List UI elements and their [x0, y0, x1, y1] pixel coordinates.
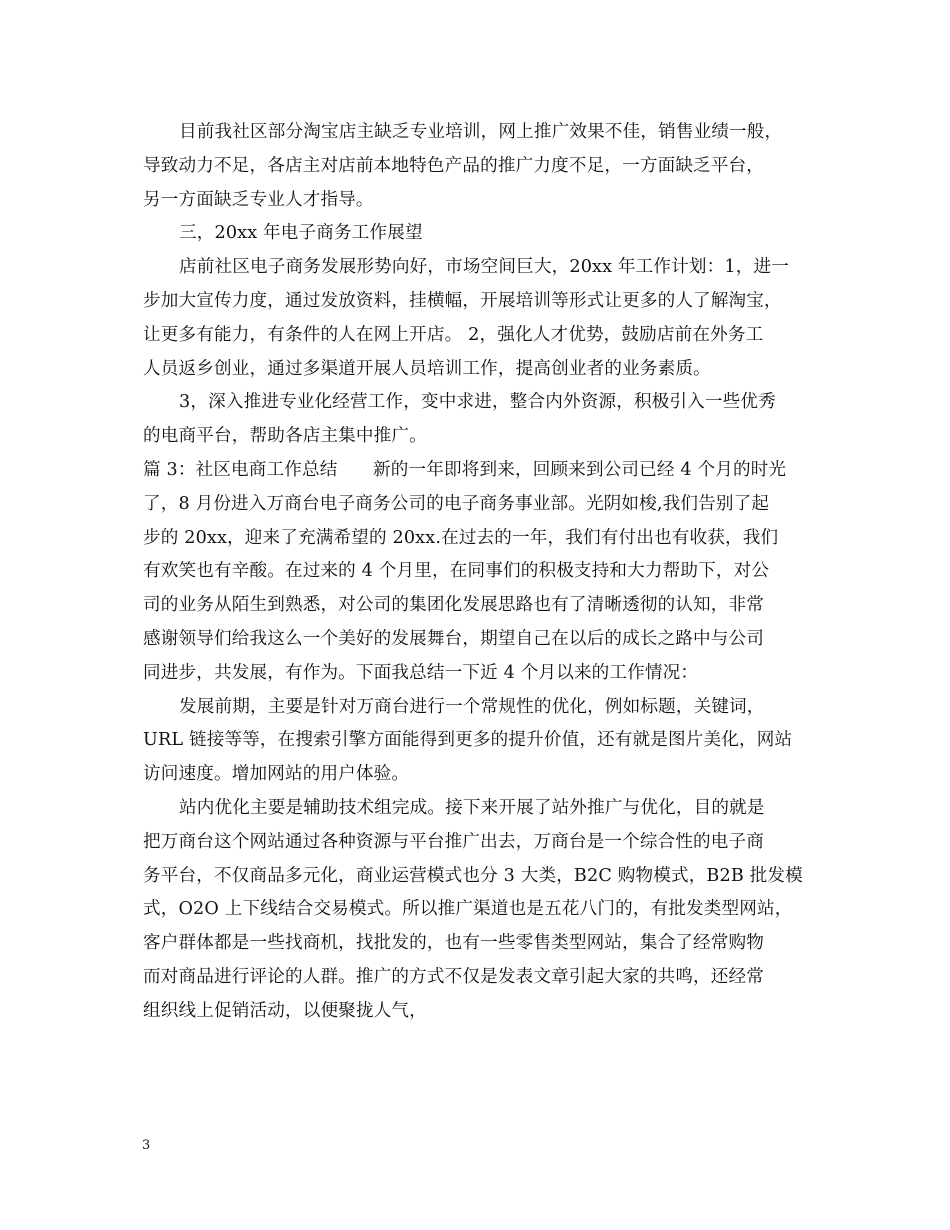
paragraph-line: 访问速度。增加网站的用户体验。	[143, 764, 410, 785]
paragraph-line: URL 链接等等，在搜索引擎方面能得到更多的提升价值，还有就是图片美化，网站	[143, 730, 793, 751]
paragraph-line: 了，8 月份进入万商台电子商务公司的电子商务事业部。光阴如梭,我们告别了起	[143, 493, 770, 514]
paragraph-line: 步加大宣传力度，通过发放资料，挂横幅，开展培训等形式让更多的人了解淘宝，	[143, 290, 782, 311]
body-text	[143, 116, 808, 1029]
paragraph-line: 务平台，不仅商品多元化，商业运营模式也分 3 大类，B2C 购物模式，B2B 批发模	[143, 865, 803, 886]
paragraph-line: 发展前期，主要是针对万商台进行一个常规性的优化，例如标题，关键词，	[179, 696, 765, 717]
paragraph-line: 店前社区电子商务发展形势向好，市场空间巨大，20xx 年工作计划：1，进一	[179, 257, 789, 278]
paragraph-line: 步的 20xx，迎来了充满希望的 20xx.在过去的一年，我们有付出也有收获，我们	[143, 527, 779, 548]
article-heading-line: 篇 3：社区电商工作总结 新的一年即将到来，回顾来到公司已经 4 个月的时光	[143, 459, 787, 480]
paragraph-line: 式，O2O 上下线结合交易模式。所以推广渠道也是五花八门的，有批发类型网站，	[143, 899, 793, 920]
paragraph-line: 同进步，共发展，有作为。下面我总结一下近 4 个月以来的工作情况：	[143, 662, 699, 683]
paragraph-line: 司的业务从陌生到熟悉，对公司的集团化发展思路也有了清晰透彻的认知，非常	[143, 595, 765, 616]
paragraph-line: 组织线上促销活动，以便聚拢人气，	[143, 1000, 427, 1021]
section-heading: 三，20xx 年电子商务工作展望	[179, 223, 423, 244]
paragraph-line: 客户群体都是一些找商机，找批发的，也有一些零售类型网站，集合了经常购物	[143, 933, 765, 954]
paragraph-line: 而对商品进行评论的人群。推广的方式不仅是发表文章引起大家的共鸣，还经常	[143, 966, 765, 987]
paragraph-line: 有欢笑也有辛酸。在过来的 4 个月里，在同事们的积极支持和大力帮助下，对公	[143, 561, 770, 582]
paragraph-line: 感谢领导们给我这么一个美好的发展舞台，期望自己在以后的成长之路中与公司	[143, 628, 765, 649]
paragraph-line: 站内优化主要是辅助技术组完成。接下来开展了站外推广与优化，目的就是	[179, 797, 765, 818]
paragraph-line: 把万商台这个网站通过各种资源与平台推广出去，万商台是一个综合性的电子商	[143, 831, 765, 852]
paragraph-line: 另一方面缺乏专业人才指导。	[143, 189, 374, 210]
paragraph-line: 人员返乡创业，通过多渠道开展人员培训工作，提高创业者的业务素质。	[143, 358, 711, 379]
paragraph-line: 让更多有能力，有条件的人在网上开店。 2，强化人才优势，鼓励店前在外务工	[143, 324, 764, 345]
paragraph-line: 目前我社区部分淘宝店主缺乏专业培训，网上推广效果不佳，销售业绩一般，	[179, 122, 783, 142]
paragraph-line: 的电商平台，帮助各店主集中推广。	[143, 426, 427, 447]
paragraph-line: 导致动力不足，各店主对店前本地特色产品的推广力度不足，一方面缺乏平台，	[143, 155, 765, 176]
page-number: 3	[142, 1138, 151, 1153]
paragraph-line: 3，深入推进专业化经营工作，变中求进，整合内外资源，积极引入一些优秀	[179, 392, 776, 413]
